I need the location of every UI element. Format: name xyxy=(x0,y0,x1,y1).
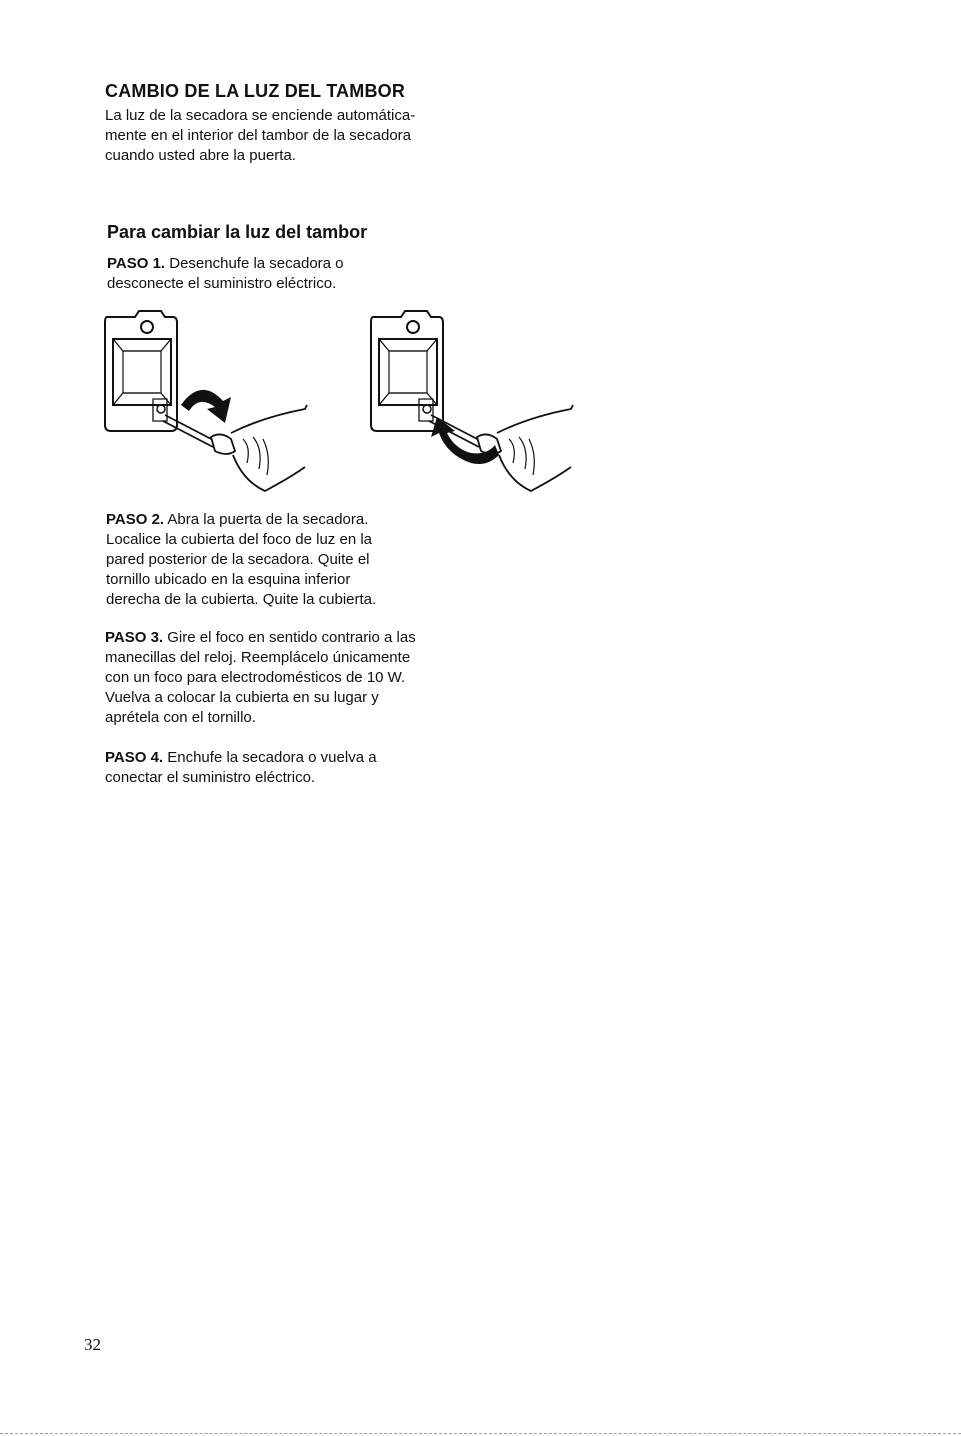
step-line: desconecte el suministro eléctrico. xyxy=(107,275,337,292)
intro-paragraph xyxy=(105,106,525,166)
light-cover-removal-illustration xyxy=(95,305,595,500)
step-line: aprétela con el tornillo. xyxy=(105,709,256,726)
step-label: PASO 1. xyxy=(107,255,166,272)
step-label: PASO 3. xyxy=(105,629,164,646)
rotate-arrow-left xyxy=(181,390,231,423)
step-line xyxy=(107,254,344,274)
light-cover-right xyxy=(371,311,443,431)
step-line: con un foco para electrodomésticos de 10 W. xyxy=(105,669,406,686)
step-text: Gire el foco en sentido contrario a las xyxy=(163,629,416,646)
page-number: 32 xyxy=(84,1335,101,1354)
step-text: Abra la puerta de la secadora. xyxy=(164,511,369,528)
intro-line: mente en el interior del tambor de la secadora xyxy=(105,127,412,144)
intro-line: La luz de la secadora se enciende automática- xyxy=(105,107,416,124)
step-line: manecillas del reloj. Reemplácelo únicamente xyxy=(105,649,411,666)
step-text: Desenchufe la secadora o xyxy=(165,255,344,272)
step-line: Localice la cubierta del foco de luz en la xyxy=(106,531,373,548)
screwdriver-hand-left xyxy=(163,405,307,491)
step-2 xyxy=(106,510,376,610)
subsection-title: Para cambiar la luz del tambor xyxy=(107,222,368,242)
step-3 xyxy=(105,628,416,728)
step-line xyxy=(105,628,416,648)
step-line: conectar el suministro eléctrico. xyxy=(105,769,316,786)
section-title: CAMBIO DE LA LUZ DEL TAMBOR xyxy=(105,81,406,101)
step-line: tornillo ubicado en la esquina inferior xyxy=(106,571,351,588)
step-line: derecha de la cubierta. Quite la cubierta. xyxy=(106,591,377,608)
bottom-border xyxy=(0,1433,961,1434)
step-line: Vuelva a colocar la cubierta en su lugar y xyxy=(105,689,379,706)
step-label: PASO 4. xyxy=(105,749,164,766)
step-line xyxy=(106,510,376,530)
step-line: pared posterior de la secadora. Quite el xyxy=(106,551,370,568)
step-line xyxy=(105,748,377,768)
intro-line: cuando usted abre la puerta. xyxy=(105,147,296,164)
light-cover-left xyxy=(105,311,177,431)
step-label: PASO 2. xyxy=(106,511,165,528)
step-1 xyxy=(107,254,344,294)
step-4 xyxy=(105,748,377,788)
step-text: Enchufe la secadora o vuelva a xyxy=(163,749,377,766)
